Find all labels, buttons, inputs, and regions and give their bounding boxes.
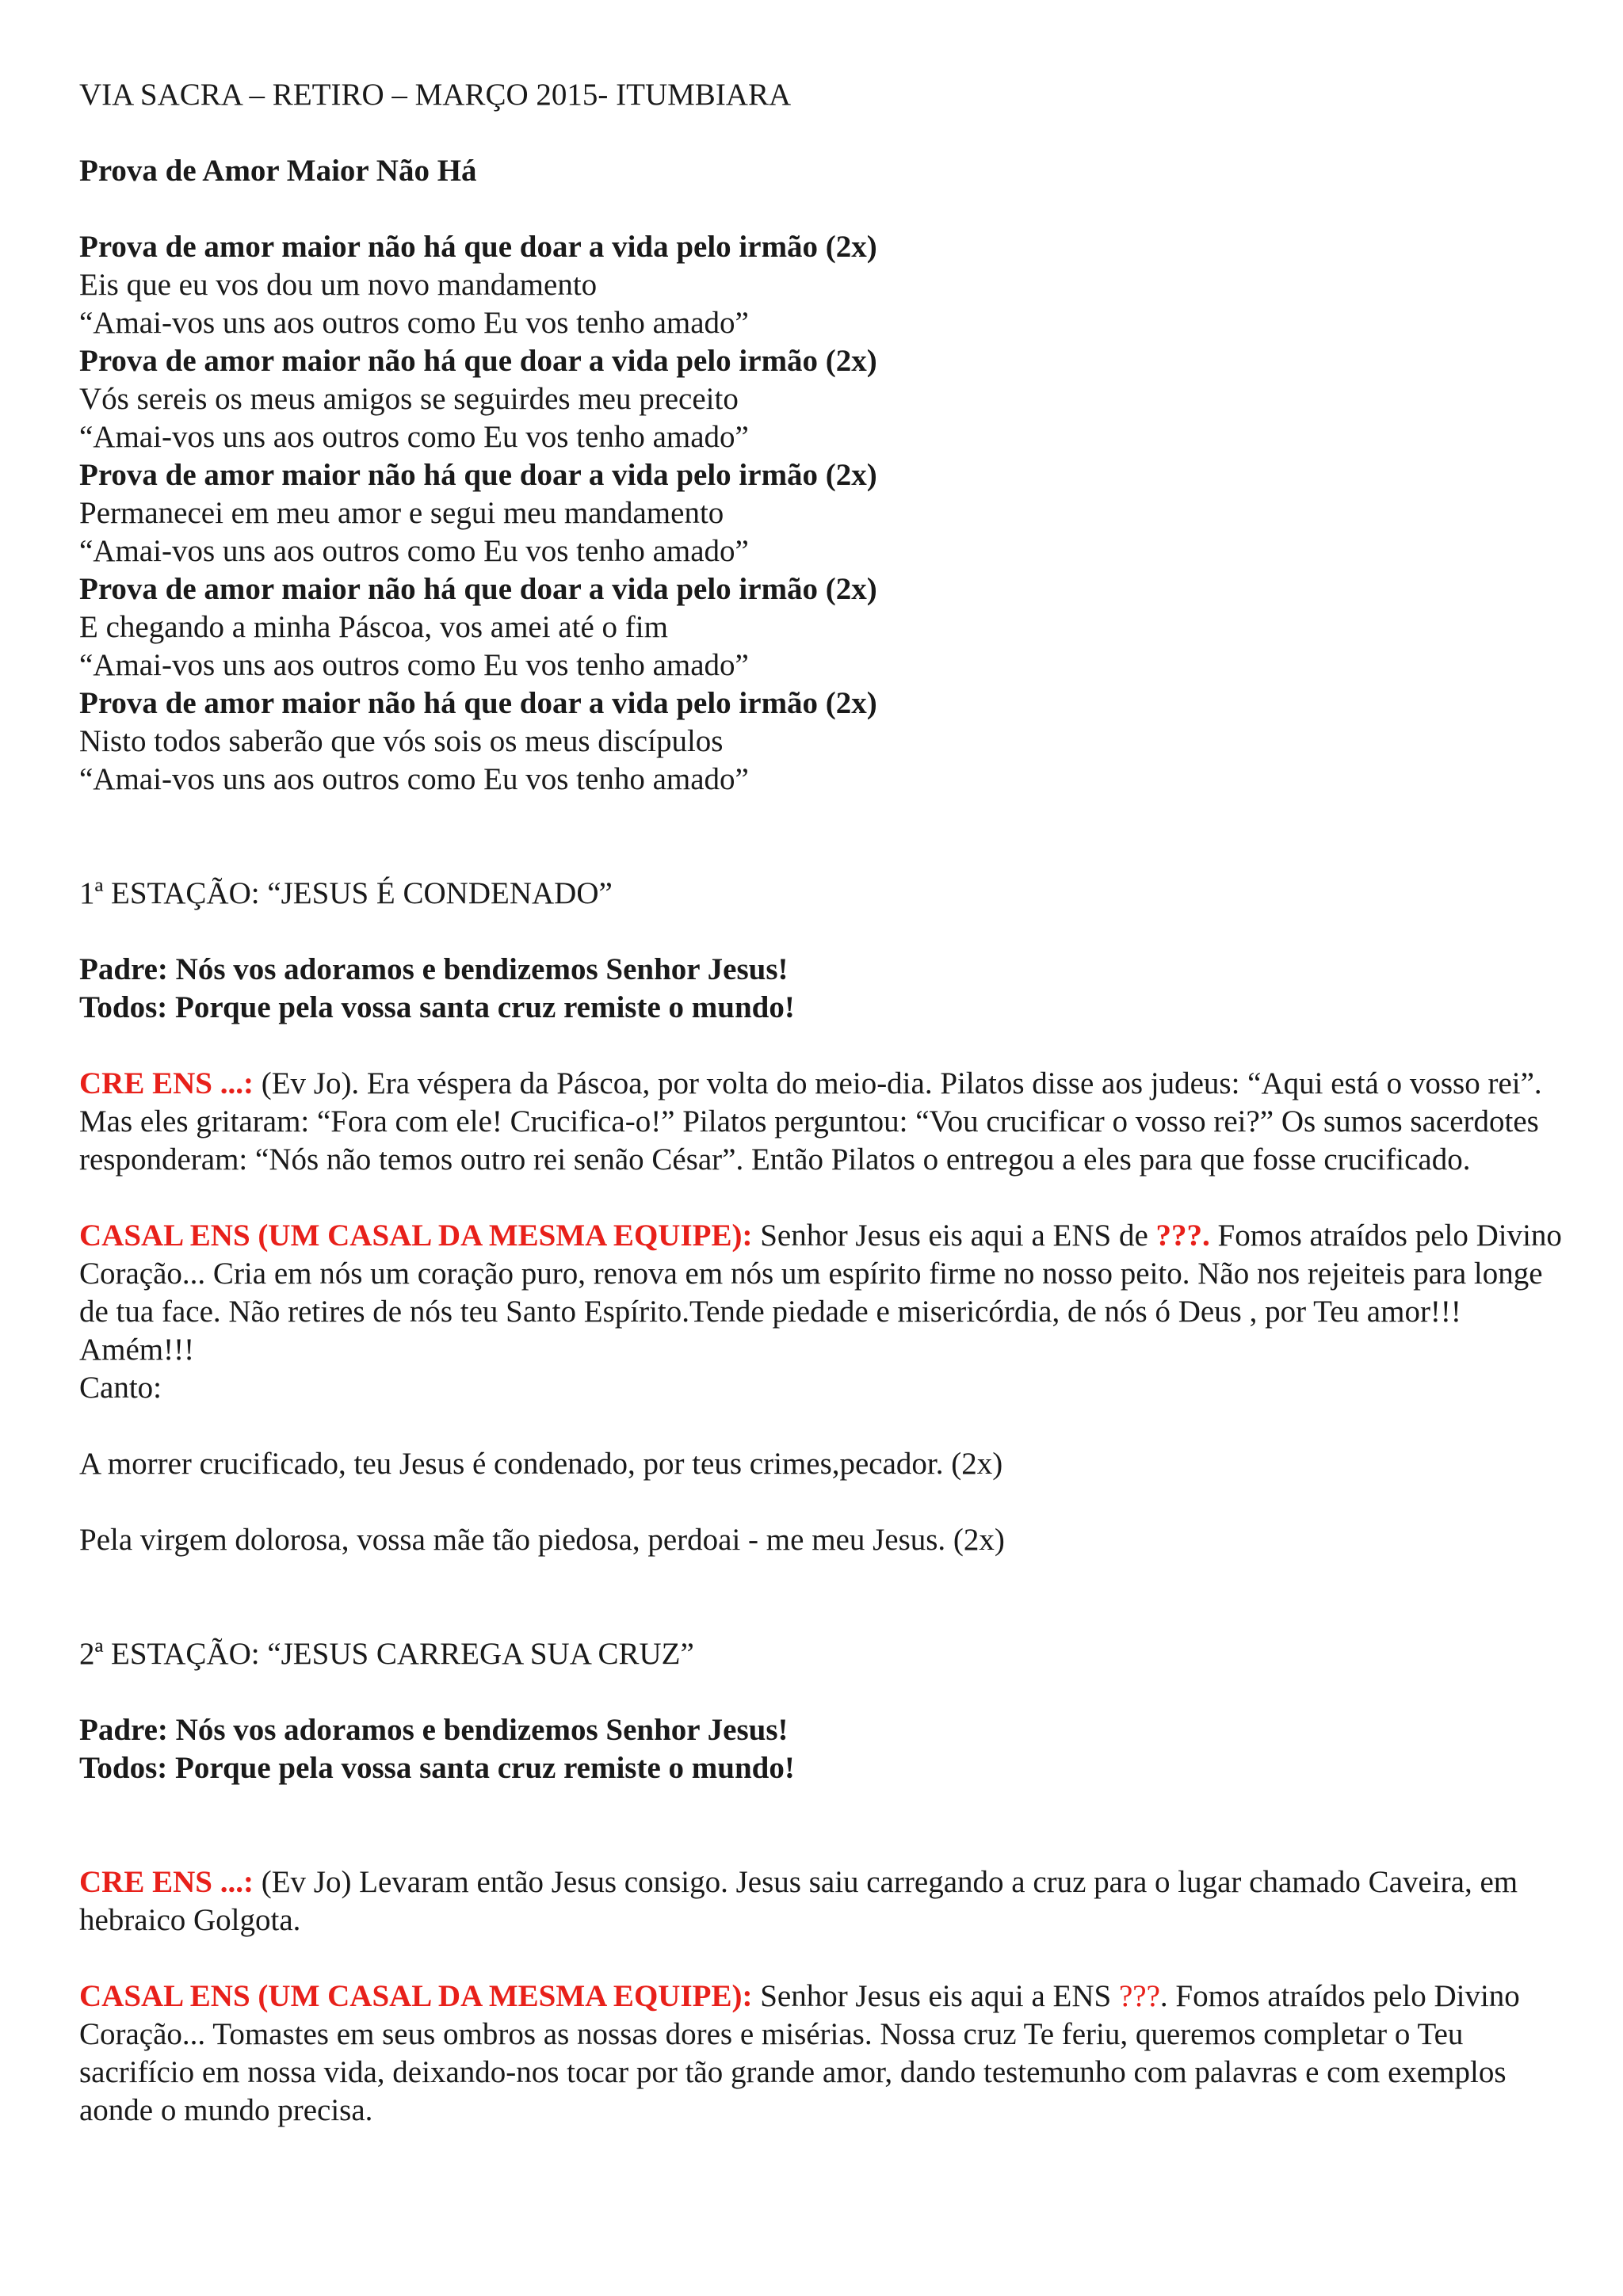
hymn-verse-line: Vós sereis os meus amigos se seguirdes meu preceito (79, 382, 739, 416)
station-2-casal-placeholder: ??? (1118, 1979, 1160, 2013)
station-1-casal-paragraph (79, 1217, 1569, 1369)
hymn-verse-line: “Amai-vos uns aos outros como Eu vos tenho amado” (79, 648, 749, 682)
station-1-cre-text: (Ev Jo). Era véspera da Páscoa, por volta do meio-dia. Pilatos disse aos judeus: “Aqui está o vosso rei”. Mas eles gritaram: “Fora com ele! Crucifica-o!” Pilatos perguntou: “Vou crucificar o vosso rei?” Os sumos sacerdotes responderam: “Nós não temos outro rei senão César”. Então Pilatos o entregou a eles para que fosse crucificado. (79, 1066, 1542, 1177)
station-1-padre-line: Padre: Nós vos adoramos e bendizemos Senhor Jesus! (79, 952, 789, 986)
station-1-canto-line-2: Pela virgem dolorosa, vossa mãe tão piedosa, perdoai - me meu Jesus. (2x) (79, 1523, 1005, 1557)
hymn-title: Prova de Amor Maior Não Há (79, 154, 477, 188)
station-1-title: 1ª ESTAÇÃO: “JESUS É CONDENADO” (79, 876, 613, 910)
station-2-casal-label: CASAL ENS (UM CASAL DA MESMA EQUIPE): (79, 1979, 753, 2013)
hymn-verse-line: Eis que eu vos dou um novo mandamento (79, 268, 598, 302)
hymn-verse-line: E chegando a minha Páscoa, vos amei até o fim (79, 610, 668, 644)
station-2-casal-text-a: Senhor Jesus eis aqui a ENS (752, 1979, 1119, 2013)
hymn-refrain-line: Prova de amor maior não há que doar a vida pelo irmão (2x) (79, 572, 877, 606)
station-2-padre-line: Padre: Nós vos adoramos e bendizemos Senhor Jesus! (79, 1713, 789, 1747)
hymn-verse-line: “Amai-vos uns aos outros como Eu vos tenho amado” (79, 306, 749, 340)
hymn-verse-line: Nisto todos saberão que vós sois os meus discípulos (79, 724, 724, 758)
station-1-canto-line-1: A morrer crucificado, teu Jesus é condenado, por teus crimes,pecador. (2x) (79, 1447, 1003, 1481)
station-1-todos-line: Todos: Porque pela vossa santa cruz remiste o mundo! (79, 990, 795, 1024)
station-2-todos-line: Todos: Porque pela vossa santa cruz remiste o mundo! (79, 1751, 795, 1785)
hymn-verse-line: Permanecei em meu amor e segui meu mandamento (79, 496, 724, 530)
hymn-verse-line: “Amai-vos uns aos outros como Eu vos tenho amado” (79, 420, 749, 454)
document-title: VIA SACRA – RETIRO – MARÇO 2015- ITUMBIARA (79, 78, 792, 112)
station-2-casal-text-b: . Fomos atraídos pelo Divino Coração... Tomastes em seus ombros as nossas dores e misérias. Nossa cruz Te feriu, queremos completar o Teu sacrifício em nossa vida, deixando-nos tocar por tão grande amor, dando testemunho com palavras e com exemplos aonde o mundo precisa. (79, 1979, 1520, 2127)
document-page (79, 76, 1569, 2130)
station-1-casal-placeholder: ???. (1155, 1219, 1210, 1253)
station-1-casal-text-b: Fomos atraídos pelo Divino Coração... Cria em nós um coração puro, renova em nós um espírito firme no nosso peito. Não nos rejeiteis para longe de tua face. Não retires de nós teu Santo Espírito.Tende piedade e misericórdia, de nós ó Deus , por Teu amor!!! Amém!!! (79, 1219, 1562, 1367)
station-2-cre-paragraph (79, 1863, 1569, 1939)
station-1-cre-label: CRE ENS ...: (79, 1066, 254, 1100)
hymn-refrain-line: Prova de amor maior não há que doar a vida pelo irmão (2x) (79, 230, 877, 264)
station-1-casal-text-a: Senhor Jesus eis aqui a ENS de (752, 1219, 1156, 1253)
station-2-title: 2ª ESTAÇÃO: “JESUS CARREGA SUA CRUZ” (79, 1637, 694, 1671)
station-1-canto-label: Canto: (79, 1371, 162, 1405)
hymn-refrain-line: Prova de amor maior não há que doar a vida pelo irmão (2x) (79, 686, 877, 720)
hymn-verse-line: “Amai-vos uns aos outros como Eu vos tenho amado” (79, 534, 749, 568)
station-1-casal-label: CASAL ENS (UM CASAL DA MESMA EQUIPE): (79, 1219, 753, 1253)
hymn-refrain-line: Prova de amor maior não há que doar a vida pelo irmão (2x) (79, 344, 877, 378)
hymn-lyrics (79, 228, 1569, 799)
station-1-cre-paragraph (79, 1065, 1569, 1179)
station-2-cre-label: CRE ENS ...: (79, 1865, 254, 1899)
hymn-verse-line: “Amai-vos uns aos outros como Eu vos tenho amado” (79, 762, 749, 796)
station-2-casal-paragraph (79, 1978, 1569, 2130)
station-2-cre-text: (Ev Jo) Levaram então Jesus consigo. Jesus saiu carregando a cruz para o lugar chamado Caveira, em hebraico Golgota. (79, 1865, 1518, 1937)
hymn-refrain-line: Prova de amor maior não há que doar a vida pelo irmão (2x) (79, 458, 877, 492)
